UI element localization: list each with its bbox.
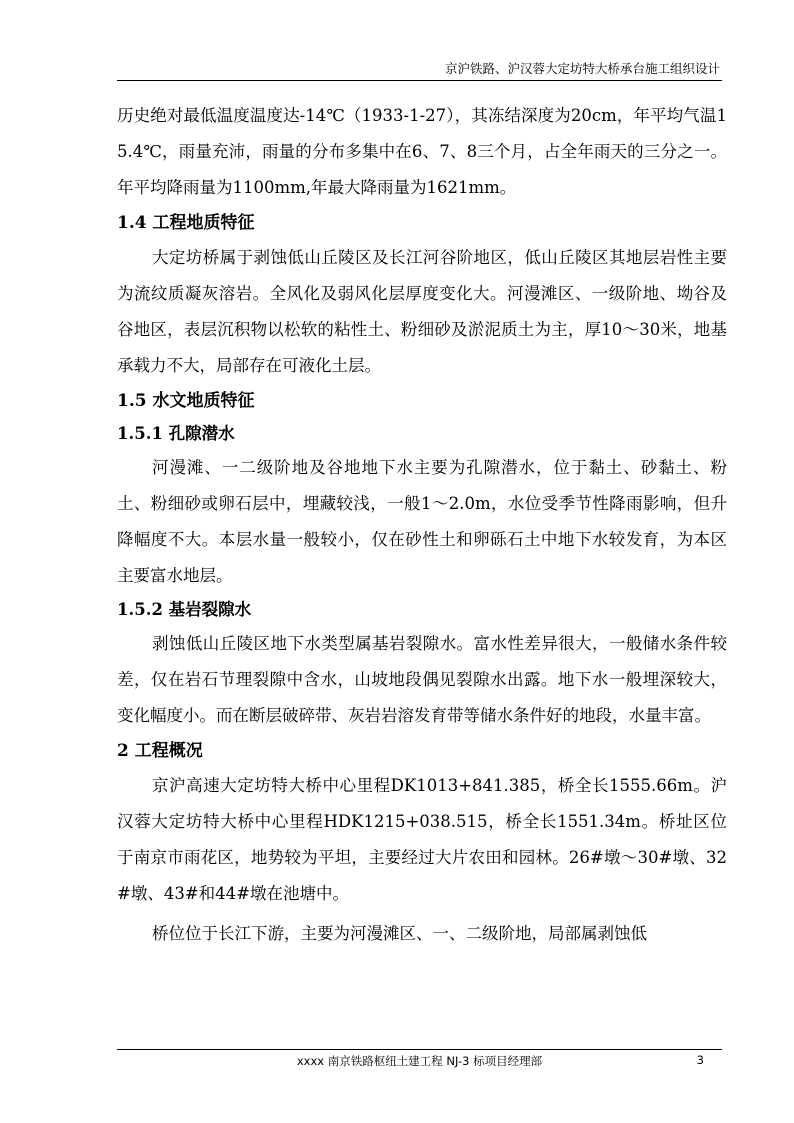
footer-text: xxxx 南京铁路枢纽土建工程 NJ-3 标项目经理部 [296,1054,543,1068]
header-title: 京沪铁路、沪汉蓉大定坊特大桥承台施工组织设计 [444,61,720,76]
section-heading-2: 2 工程概况 [117,741,203,761]
paragraph-fissure-water: 剥蚀低山丘陵区地下水类型属基岩裂隙水。富水性差异很大，一般储水条件较差，仅在岩石节理裂隙中含水，山坡地段偶见裂隙水出露。地下水一般埋深较大，变化幅度小。而在断层破碎带、灰岩岩溶发育带等储水条件好的地段，水量丰富。 [117,634,727,725]
subsection-heading-1-5-1: 1.5.1 孔隙潜水 [117,424,235,443]
paragraph-overview: 京沪高速大定坊特大桥中心里程DK1013+841.385，桥全长1555.66m。沪汉蓉大定坊特大桥中心里程HDK1215+038.515，桥全长1551.34m。桥址区位于南京市雨花区，地势较为平坦，主要经过大片农田和园林。26#墩～30#墩、32#墩、43#和44#墩在池塘中。 [117,776,727,903]
paragraph-geology: 大定坊桥属于剥蚀低山丘陵区及长江河谷阶地区，低山丘陵区其地层岩性主要为流纹质凝灰溶岩。全风化及弱风化层厚度变化大。河漫滩区、一级阶地、坳谷及谷地区，表层沉积物以松软的粘性土、粉细砂及淤泥质土为主，厚10～30米，地基承载力不大，局部存在可液化土层。 [117,248,727,375]
section-heading-1-5: 1.5 水文地质特征 [117,391,255,411]
page-number: 3 [696,1053,704,1067]
page-header [117,58,722,81]
subsection-heading-1-5-2: 1.5.2 基岩裂隙水 [117,600,252,619]
paragraph-climate: 历史绝对最低温度温度达-14℃（1933-1-27），其冻结深度为20cm，年平均气温15.4℃，雨量充沛，雨量的分布多集中在6、7、8三个月，占全年雨天的三分之一。年平均降雨量为1100mm,年最大降雨量为1621mm。 [117,106,727,197]
document-body [117,98,727,952]
section-heading-1-4: 1.4 工程地质特征 [117,213,255,233]
paragraph-location: 桥位位于长江下游，主要为河漫滩区、一、二级阶地，局部属剥蚀低 [152,924,647,943]
page-footer [117,1049,722,1074]
paragraph-pore-water: 河漫滩、一二级阶地及谷地地下水主要为孔隙潜水，位于黏土、砂黏土、粉土、粉细砂或卵石层中，埋藏较浅，一般1～2.0m，水位受季节性降雨影响，但升降幅度不大。本层水量一般较小，仅在砂性土和卵砾石土中地下水较发育，为本区主要富水地层。 [117,458,727,585]
